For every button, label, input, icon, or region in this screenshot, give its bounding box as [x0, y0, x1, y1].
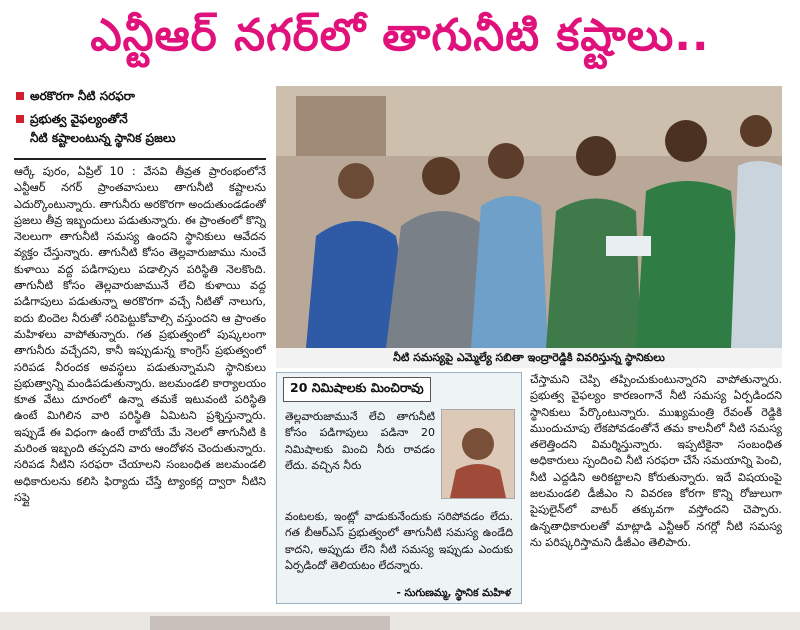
next-article-image — [150, 616, 390, 630]
subhead-bullets — [14, 88, 266, 147]
quote-box-title: 20 నిమిషాలకు మించిరావు — [283, 377, 431, 402]
bullet-item — [14, 88, 266, 105]
bullet-item — [14, 111, 266, 128]
bullet-text: అరకొరగా నీటి సరఫరా — [30, 89, 136, 103]
quote-text-bottom: వంటలకు, ఇంట్లో వాడుకునేందుకు సరిపోవడం లేదు. గత బీఆర్ఎస్ ప్రభుత్వంలో తాగునీటి సమస్య ఉండేది కాదని, అప్పుడు లేని నీటి సమస్య ఇప్పుడు ఎందుకు ఏర్పడిందో తెలియటం లేదన్నారు. — [285, 510, 513, 572]
right-article-column — [530, 372, 782, 608]
red-square-icon — [16, 115, 24, 123]
red-square-icon — [16, 92, 24, 100]
article-body-left: ఆర్కే పురం, ఏప్రిల్ 10 : వేసవి తీవ్రత ప్రారంభంలోనే ఎన్టీఆర్ నగర్ ప్రాంతవాసులు తాగునీటి కష్టాలను ఎదుర్కొంటున్నారు. తాగునీరు అరకొరగా అందుతుండడంతో ప్రజలు తీవ్ర ఇబ్బందులు పడుతున్నారు. ఈ ప్రాంతంలో కొన్ని నెలలుగా తాగునీటి సమస్య ఉందని స్థానికులు ఆవేదన వ్యక్తం చేస్తున్నారు. తాగునీటి కోసం తెల్లవారుజాము నుంచే కుళాయి వద్ద పడిగాపులు పడాల్సిన పరిస్థితి నెలకొంది. తాగునీటి కోసం తెల్లవారుజామునే లేచి కుళాయి వద్ద పడిగాపులు పడుతున్నా అరకొరగా వచ్చే నీటితో నాలుగు, ఐదు బిందెల నీరుతో సరిపెట్టుకోవాల్సి వస్తుందని ఆ ప్రాంతం మహిళలు వాపోతున్నారు. గత ప్రభుత్వంలో పుష్కలంగా తాగునీరు వచ్చేదని, కానీ ఇప్పుడున్న కాంగ్రెస్ ప్రభుత్వంలో సరిపడ నీరందక అవస్థలు పడుతున్నామని స్థానికులు ప్రభుత్వాన్ని మండిపడుతున్నారు. జలమండలి కార్యాలయం కూత వేటు దూరంలో ఉన్నా తమకే ఇటువంటి పరిస్థితి ఉంటే మిగిలిన వారి పరిస్థితి ఏమిటని ప్రశ్నిస్తున్నారు. ఇప్పుడే ఈ విధంగా ఉంటే రాబోయే మే నెలలో తాగునీటి కి మరింత ఇబ్బంది తప్పదని వారు ఆందోళన చెందుతున్నారు. సరిపడ నీటిని సరఫరా చేయాలని సంబంధిత జలమండలి అధికారులను కలిసి ఫిర్యాదు చేస్తే ట్యాంకర్ల ద్వారా నీటిని సప్లై — [14, 165, 266, 504]
bullet-item — [14, 130, 266, 147]
left-article-column — [14, 164, 266, 610]
headline — [0, 0, 800, 82]
quote-signature: - సుగుణమ్మ, స్థానిక మహిళ — [396, 587, 511, 599]
article-body-right: చేస్తామని చెప్పి తప్పించుకుంటున్నారని వాపోతున్నారు. ప్రభుత్వ వైఫల్యం కారణంగానే నీటి సమస్య ఏర్పడిందని స్థానికులు పేర్కొంటున్నారు. ముఖ్యమంత్రి రేవంత్ రెడ్డికి ముందుచూపు లేకపోవడంతోనే తమ కాలనీలో నీటి సమస్య తలెత్తిందని విమర్శిస్తున్నారు. ఇప్పటికైనా సంబంధిత అధికారులు స్పందించి నీటి సరఫరా చేసే సమయాన్ని పెంచి, నీటి ఎద్దడిని అరికట్టాలని కోరుతున్నారు. ఇదే విషయంపై జలమండలి డీజీఎం ని వివరణ కోరగా కొన్ని రోజులుగా పైపులైన్‌లో వాటర్ తక్కువగా వస్తోందని చెప్పారు. ఉన్నతాధికారులతో మాట్లాడి ఎన్టీఆర్ నగర్లో నీటి సమస్య ను పరిష్కరిస్తామని డీజీఎం తెలిపారు. — [530, 373, 782, 549]
quote-text-top: తెల్లవారుజామునే లేచి తాగునీటి కోసం పడిగాపులు పడినా 20 నిమిషాలకు మించి నీరు రావడం లేదు. వచ్చిన నీరు — [285, 410, 435, 472]
portrait-photo — [441, 409, 515, 499]
next-article-strip — [0, 612, 800, 630]
sidebar-quote-box — [276, 372, 522, 604]
photo-caption: నీటి సమస్యపై ఎమ్మెల్యే సబితా ఇంద్రారెడ్డికి వివరిస్తున్న స్థానికులు — [276, 348, 782, 368]
bullet-text: ప్రభుత్వ వైఫల్యంతోనే — [30, 112, 128, 126]
bullet-text: నీటి కష్టాలంటున్న స్థానిక ప్రజలు — [30, 131, 176, 145]
main-photo — [276, 86, 782, 348]
divider — [14, 158, 266, 160]
headline-text: ఎన్టీఆర్ నగర్‌లో తాగునీటి కష్టాలు.. — [90, 10, 710, 61]
